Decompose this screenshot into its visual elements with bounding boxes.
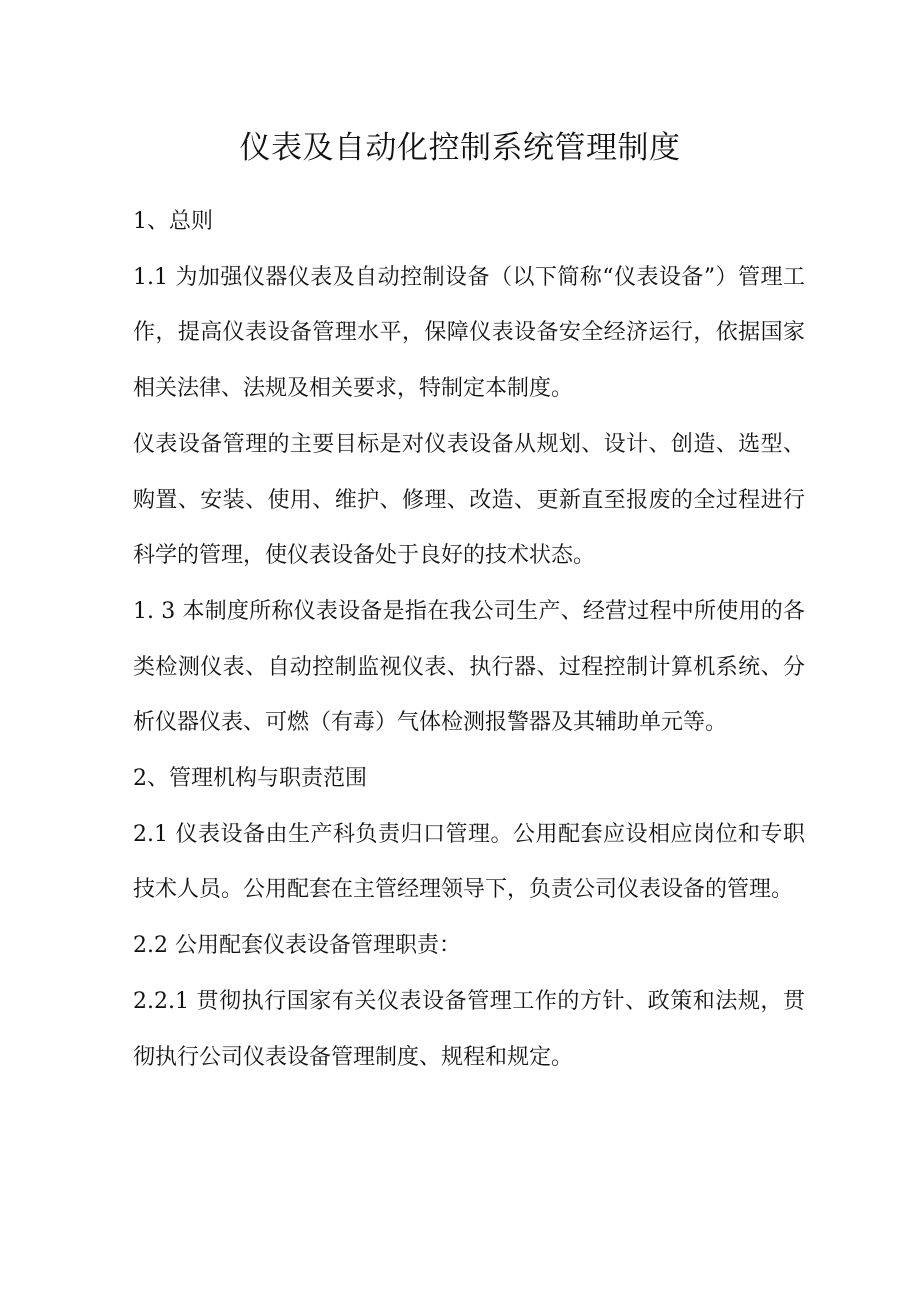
- paragraph-2-1: 2.1 仪表设备由生产科负责归口管理。公用配套应设相应岗位和专职技术人员。公用配套在主管经理领导下，负责公司仪表设备的管理。: [133, 821, 805, 903]
- paragraph-objective: 仪表设备管理的主要目标是对仪表设备从规划、设计、创造、选型、购置、安装、使用、维护、修理、改造、更新直至报废的全过程进行科学的管理，使仪表设备处于良好的技术状态。: [133, 431, 805, 569]
- section-heading-organization: 2、管理机构与职责范围: [133, 766, 367, 792]
- paragraph-1-1: 1.1 为加强仪器仪表及自动控制设备（以下简称“仪表设备”）管理工作，提高仪表设备管理水平，保障仪表设备安全经济运行，依据国家相关法律、法规及相关要求，特制定本制度。: [133, 264, 805, 402]
- document-body: [133, 194, 805, 1085]
- document-title: 仪表及自动化控制系统管理制度: [239, 130, 681, 166]
- paragraph-2-2: 2.2 公用配套仪表设备管理职责：: [133, 933, 461, 959]
- paragraph-2-2-1: 2.2.1 贯彻执行国家有关仪表设备管理工作的方针、政策和法规，贯彻执行公司仪表设备管理制度、规程和规定。: [133, 988, 805, 1070]
- paragraph-1-3: 1. 3 本制度所称仪表设备是指在我公司生产、经营过程中所使用的各类检测仪表、自动控制监视仪表、执行器、过程控制计算机系统、分析仪器仪表、可燃（有毒）气体检测报警器及其辅助单元等。: [133, 598, 805, 736]
- section-heading-general: 1、总则: [133, 209, 213, 234]
